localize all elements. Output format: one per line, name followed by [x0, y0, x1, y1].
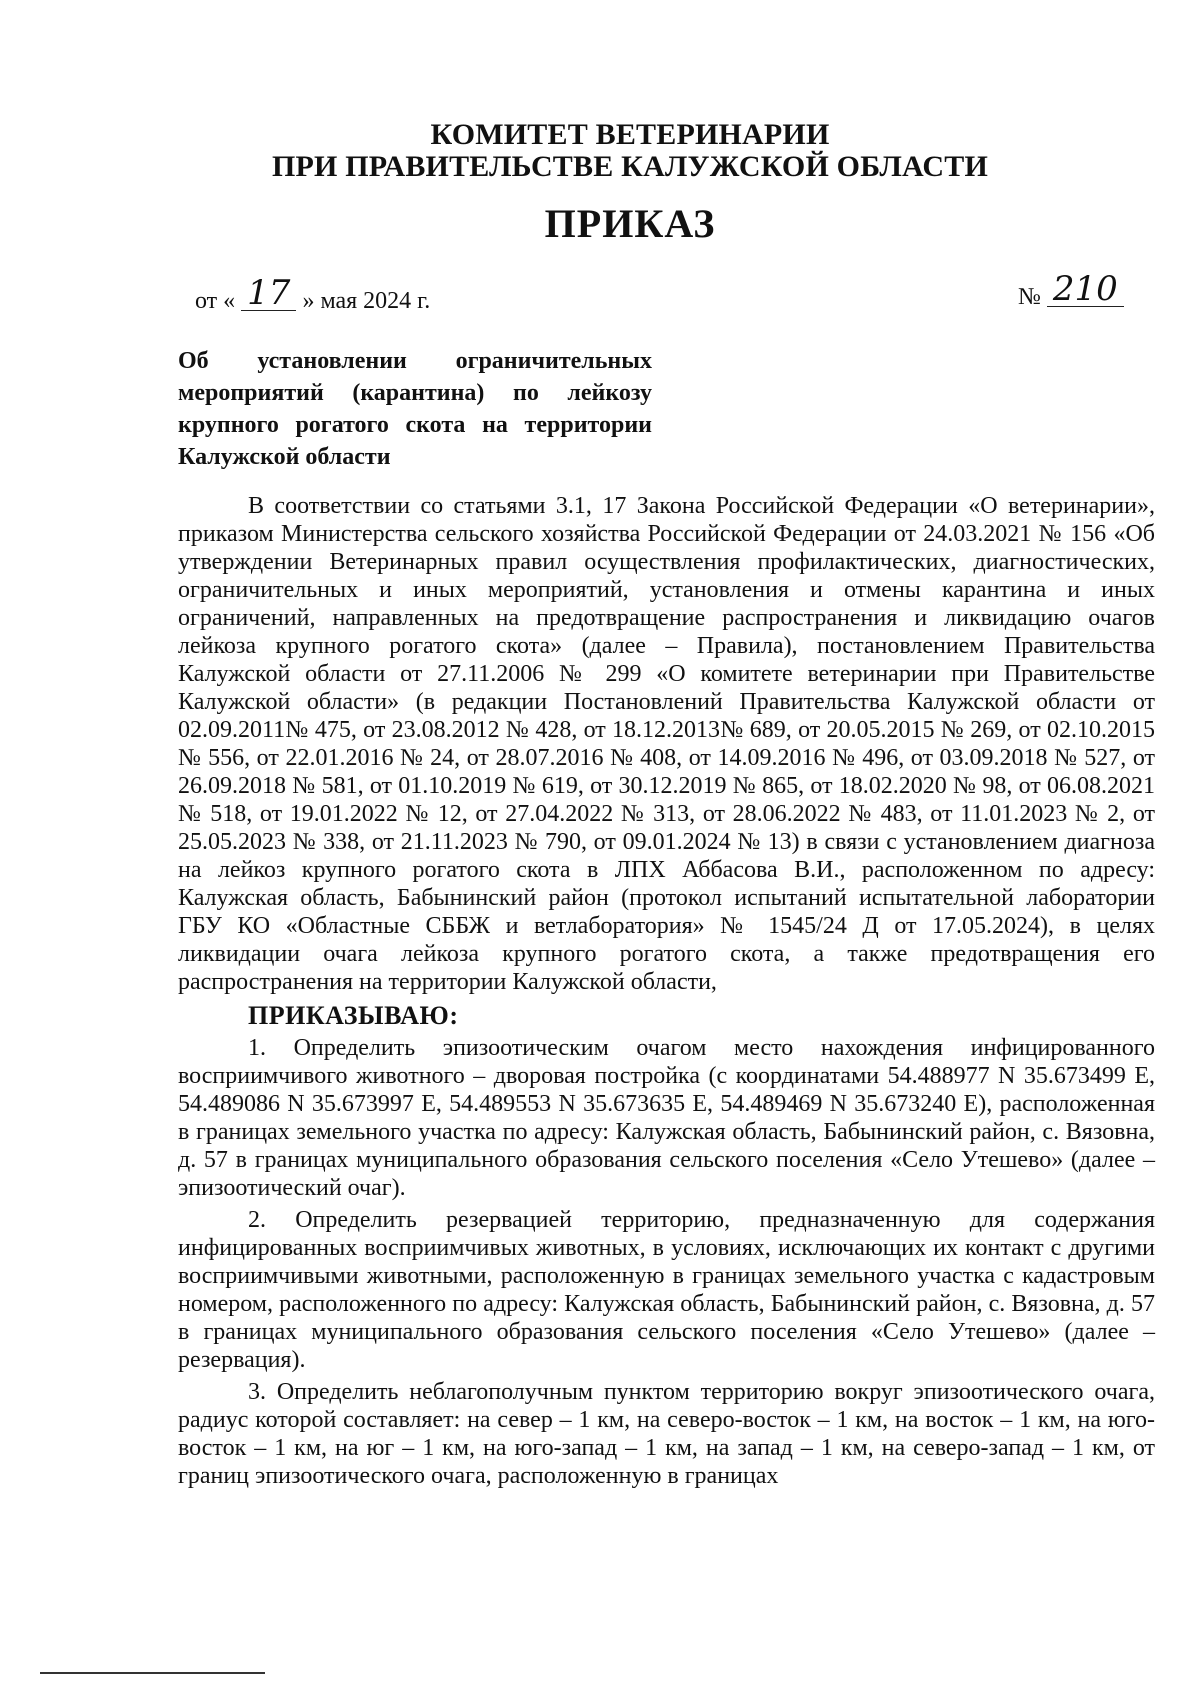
order-item-2: 2. Определить резервацией территорию, предназначенную для содержания инфицированных восприимчивых животных, в условиях, исключающих их контакт с другими восприимчивыми животными, расположенную в границах земельного участка с кадастровым номером, расположенного по адресу: Калужская область, Бабынинский район, с. Вязовна, д. 57 в границах муниципального образования сельского поселения «Село Утешево» (далее – резервация). [178, 1207, 1155, 1373]
document-subject: Об установлении ограничительных мероприятий (карантина) по лейкозу крупного рогатого скота на территории Калужской области [178, 348, 652, 470]
number-prefix: № [1018, 284, 1041, 310]
document-date [195, 273, 431, 315]
date-suffix: » мая 2024 г. [302, 288, 431, 314]
document-title: ПРИКАЗ [544, 201, 716, 246]
date-prefix: от « [195, 288, 236, 314]
committee-subtitle: ПРИ ПРАВИТЕЛЬСТВЕ КАЛУЖСКОЙ ОБЛАСТИ [271, 150, 989, 183]
footer-divider [40, 1672, 265, 1674]
preamble-paragraph: В соответствии со статьями 3.1, 17 Закона Российской Федерации «О ветеринарии», приказом Министерства сельского хозяйства Российской Федерации от 24.03.2021 № 156 «Об утверждении Ветеринарных правил осуществления профилактических, диагностических, ограничительных и иных мероприятий, установления и отмены карантина и иных ограничений, направленных на предотвращение распространения и ликвидацию очагов лейкоза крупного рогатого скота» (далее – Правила), постановлением Правительства Калужской области от 27.11.2006 № 299 «О комитете ветеринарии при Правительстве Калужской области» (в редакции Постановлений Правительства Калужской области от 02.09.2011№ 475, от 23.08.2012 № 428, от 18.12.2013№ 689, от 20.05.2015 № 269, от 02.10.2015 № 556, от 22.01.2016 № 24, от 28.07.2016 № 408, от 14.09.2016 № 496, от 03.09.2018 № 527, от 26.09.2018 № 581, от 01.10.2019 № 619, от 30.12.2019 № 865, от 18.02.2020 № 98, от 06.08.2021 № 518, от 19.01.2022 № 12, от 27.04.2022 № 313, от 28.06.2022 № 483, от 11.01.2023 № 2, от 25.05.2023 № 338, от 21.11.2023 № 790, от 09.01.2024 № 13) в связи с установлением диагноза на лейкоз крупного рогатого скота в ЛПХ Аббасова В.И., расположенном по адресу: Калужская область, Бабынинский район (протокол испытаний испытательной лаборатории ГБУ КО «Областные СББЖ и ветлаборатория» № 1545/24 Д от 17.05.2024), в целях ликвидации очага лейкоза крупного рогатого скота, а также предотвращения его распространения на территории Калужской области, [178, 493, 1155, 995]
document-number [1018, 269, 1124, 311]
handwritten-day: 17 [241, 276, 296, 311]
document-body [178, 492, 1155, 1490]
order-item-3: 3. Определить неблагополучным пунктом территорию вокруг эпизоотического очага, радиус которой составляет: на север – 1 км, на северо-восток – 1 км, на восток – 1 км, на юго-восток – 1 км, на юг – 1 км, на юго-запад – 1 км, на запад – 1 км, на северо-запад – 1 км, от границ эпизоотического очага, расположенную в границах [178, 1379, 1155, 1489]
committee-name: КОМИТЕТ ВЕТЕРИНАРИИ [430, 118, 830, 151]
order-item-1: 1. Определить эпизоотическим очагом место нахождения инфицированного восприимчивого животного – дворовая постройка (с координатами 54.488977 N 35.673499 E, 54.489086 N 35.673997 E, 54.489553 N 35.673635 E, 54.489469 N 35.673240 E), расположенная в границах земельного участка по адресу: Калужская область, Бабынинский район, с. Вязовна, д. 57 в границах муниципального образования сельского поселения «Село Утешево» (далее – эпизоотический очаг). [178, 1035, 1155, 1201]
handwritten-number: 210 [1047, 272, 1124, 307]
decree-heading: ПРИКАЗЫВАЮ: [248, 1001, 459, 1030]
